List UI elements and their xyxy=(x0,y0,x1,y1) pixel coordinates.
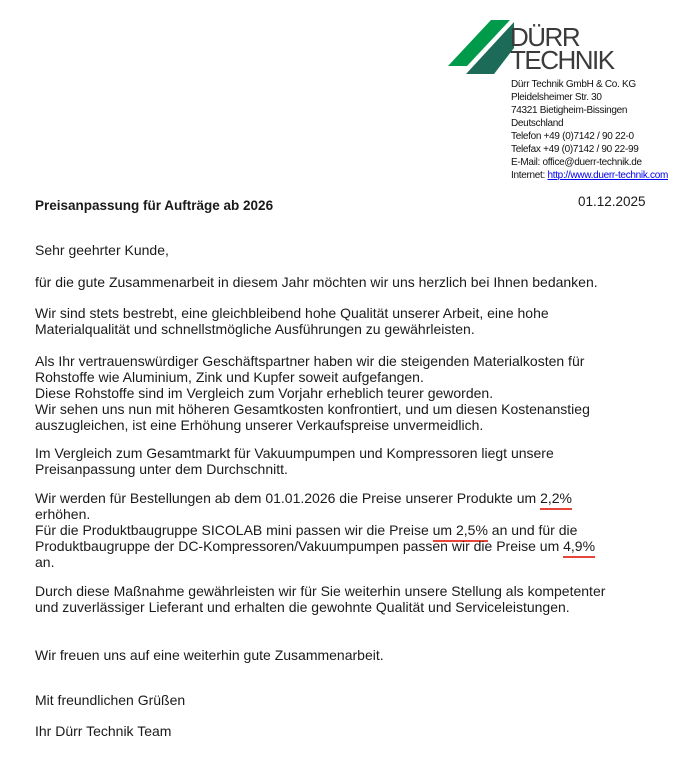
body-line xyxy=(35,538,595,554)
body-line: Durch diese Maßnahme gewährleisten wir für Sie weiterhin unsere Stellung als kompetenter xyxy=(35,583,606,599)
body-line: an. xyxy=(35,554,55,570)
body-line: auszugleichen, ist eine Erhöhung unserer Verkaufspreise unvermeidlich. xyxy=(35,417,484,433)
internet-label: Internet: xyxy=(511,170,548,181)
subject-line: Preisanpassung für Aufträge ab 2026 xyxy=(35,198,274,213)
logo-wordmark xyxy=(510,22,614,75)
body-line xyxy=(35,490,595,506)
company-name: Dürr Technik GmbH & Co. KG xyxy=(511,79,636,90)
body-line: Diese Rohstoffe sind im Vergleich zum Vorjahr erheblich teurer geworden. xyxy=(35,385,494,401)
paragraph-signature xyxy=(35,723,171,739)
price-line3-text: Für die Produktbaugruppe SICOLAB mini passen wir die Preise xyxy=(35,522,433,538)
body-line xyxy=(35,522,595,538)
body-line: erhöhen. xyxy=(35,506,91,522)
body-line: Materialqualität und schnellstmögliche Ausführungen zu gewährleisten. xyxy=(35,321,475,337)
paragraph-costs xyxy=(35,353,590,433)
logo-word-duerr: DÜRR xyxy=(510,22,580,52)
duerr-technik-logo-icon xyxy=(448,17,514,75)
company-country: Deutschland xyxy=(511,118,564,129)
paragraph-market xyxy=(35,445,554,477)
body-line: Rohstoffe wie Aluminium, Zink und Kupfer soweit aufgefangen. xyxy=(35,369,424,385)
highlight-2-2-percent: 2,2% xyxy=(540,490,572,510)
body-line: Wir sind stets bestrebt, eine gleichbleibend hohe Qualität unserer Arbeit, eine hohe xyxy=(35,305,549,321)
highlight-2-5-percent: um 2,5% xyxy=(433,522,488,542)
paragraph-prices xyxy=(35,490,595,570)
company-city: 74321 Bietigheim-Bissingen xyxy=(511,105,628,116)
highlight-4-9-percent: 4,9% xyxy=(563,538,595,558)
body-line: Wir freuen uns auf eine weiterhin gute Zusammenarbeit. xyxy=(35,647,384,663)
price-line4-text: Produktbaugruppe der DC-Kompressoren/Vakuumpumpen passen wir die Preise um xyxy=(35,538,564,554)
price-line3-tail: an und für die xyxy=(487,522,578,538)
body-line: und zuverlässiger Lieferant und erhalten die gewohnte Qualität und Serviceleistungen. xyxy=(35,599,570,615)
body-line: Ihr Dürr Technik Team xyxy=(35,723,172,739)
body-line: Als Ihr vertrauenswürdiger Geschäftspartner haben wir die steigenden Materialkosten für xyxy=(35,353,585,369)
website-link[interactable]: http://www.duerr-technik.com xyxy=(547,170,669,181)
body-line: Im Vergleich zum Gesamtmarkt für Vakuumpumpen und Kompressoren liegt unsere xyxy=(35,445,554,461)
body-line: Mit freundlichen Grüßen xyxy=(35,692,186,708)
logo-word-technik: TECHNIK xyxy=(510,45,614,75)
body-line: Wir sehen uns nun mit höheren Gesamtkosten konfrontiert, und um diesen Kostenanstieg xyxy=(35,401,590,417)
company-phone: Telefon +49 (0)7142 / 90 22-0 xyxy=(511,131,634,142)
paragraph-thanks xyxy=(35,274,598,290)
body-line: für die gute Zusammenarbeit in diesem Jahr möchten wir uns herzlich bei Ihnen bedanken. xyxy=(35,274,598,290)
paragraph-assurance xyxy=(35,583,605,615)
company-internet-line xyxy=(511,169,668,182)
company-fax: Telefax +49 (0)7142 / 90 22-99 xyxy=(511,144,639,155)
company-address-block xyxy=(511,78,668,182)
paragraph-quality xyxy=(35,305,549,337)
body-line: Sehr geehrter Kunde, xyxy=(35,242,169,258)
company-email: E-Mail: office@duerr-technik.de xyxy=(511,157,642,168)
letter-date: 01.12.2025 xyxy=(578,194,646,209)
body-line: Preisanpassung unter dem Durchschnitt. xyxy=(35,461,288,477)
paragraph-closing xyxy=(35,692,185,708)
company-street: Pleidelsheimer Str. 30 xyxy=(511,92,602,103)
paragraph-outlook xyxy=(35,647,384,663)
paragraph-greeting xyxy=(35,242,169,258)
price-line1-text: Wir werden für Bestellungen ab dem 01.01.2026 die Preise unserer Produkte um xyxy=(35,490,541,506)
